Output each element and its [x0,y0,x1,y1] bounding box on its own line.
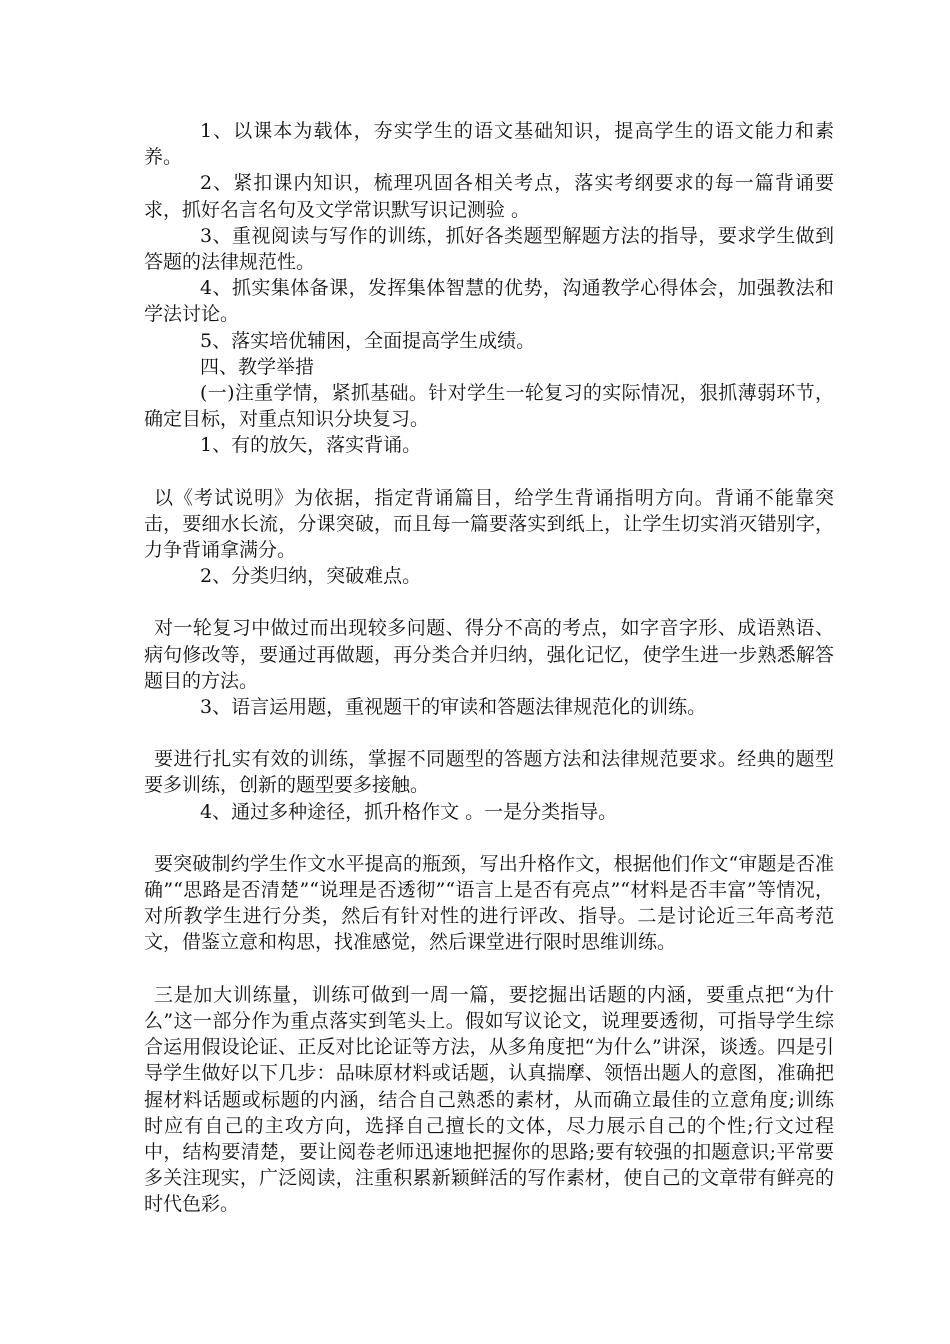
document-body [144,118,834,1218]
sub-heading-2: 2、分类归纳，突破难点。 [200,565,422,588]
body-paragraph-difficulties: 对一轮复习中做过而出现较多问题、得分不高的考点，如字音字形、成语熟语、病句修改等，要通过再做题，再分类合并归纳，强化记忆，使学生进一步熟悉解答题目的方法。 [144,617,834,692]
body-paragraph-writing-1: 要突破制约学生作文水平提高的瓶颈，写出升格作文，根据他们作文“审题是否准确”“思路是否清楚”“说理是否透彻”“语言上是否有亮点”“材料是否丰富”等情况，对所教学生进行分类，然后有针对性的进行评改、指导。二是讨论近三年高考范文，借鉴立意和构思，找准感觉，然后课堂进行限时思维训练。 [144,852,834,954]
goal-item-4: 4、抓实集体备课，发挥集体智慧的优势，沟通教学心得体会，加强教法和学法讨论。 [144,277,834,326]
goal-item-5: 5、落实培优辅困，全面提高学生成绩。 [200,329,536,352]
section-heading-4: 四、教学举措 [200,355,315,378]
body-paragraph-writing-2: 三是加大训练量，训练可做到一周一篇，要挖掘出话题的内涵，要重点把“为什么”这一部分作为重点落实到笔头上。假如写议论文，说理要透彻，可指导学生综合运用假设论证、正反对比论证等方法，从多角度把“为什么”讲深，谈透。四是引导学生做好以下几步：品味原材料或话题，认真揣摩、领悟出题人的意图，准确把握材料话题或标题的内涵，结合自己熟悉的素材，从而确立最佳的立意角度;训练时应有自己的主攻方向，选择自己擅长的文体，尽力展示自己的个性;行文过程中，结构要清楚，要让阅卷老师迅速地把握你的思路;要有较强的扣题意识;平常要多关注现实，广泛阅读，注重积累新颖鲜活的写作素材，使自己的文章带有鲜亮的时代色彩。 [144,983,834,1216]
goal-item-3: 3、重视阅读与写作的训练，抓好各类题型解题方法的指导，要求学生做到答题的法律规范性。 [144,224,834,274]
measure-1-heading: (一)注重学情，紧抓基础。针对学生一轮复习的实际情况，狠抓薄弱环节，确定目标，对重点知识分块复习。 [144,382,834,431]
sub-heading-3: 3、语言运用题，重视题干的审读和答题法律规范化的训练。 [200,696,707,719]
sub-heading-1: 1、有的放矢，落实背诵。 [200,434,422,457]
body-paragraph-language: 要进行扎实有效的训练，掌握不同题型的答题方法和法律规范要求。经典的题型要多训练，创新的题型要多接触。 [144,748,834,797]
goal-item-1: 1、以课本为载体，夯实学生的语文基础知识，提高学生的语文能力和素养。 [144,120,834,169]
sub-heading-4: 4、通过多种途径，抓升格作文 。一是分类指导。 [200,800,618,823]
body-paragraph-recitation: 以《考试说明》为依据，指定背诵篇目，给学生背诵指明方向。背诵不能靠突击，要细水长流，分课突破，而且每一篇要落实到纸上，让学生切实消灭错别字，力争背诵拿满分。 [144,486,834,562]
goal-item-2: 2、紧扣课内知识，梳理巩固各相关考点，落实考纲要求的每一篇背诵要求，抓好名言名句及文学常识默写识记测验 。 [144,172,834,221]
